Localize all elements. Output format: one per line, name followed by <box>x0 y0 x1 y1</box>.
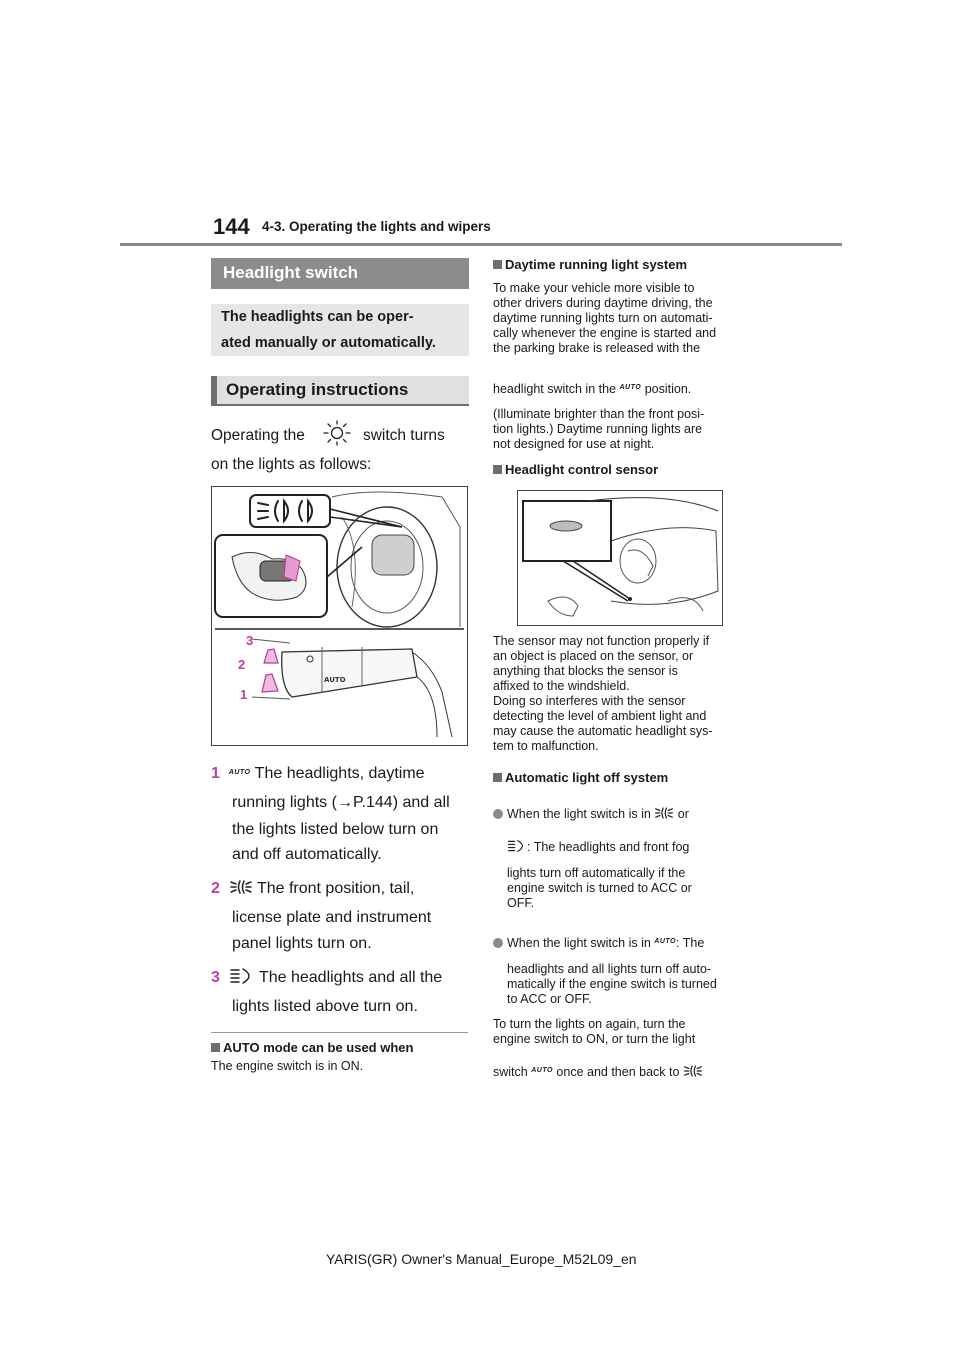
drl-line6-pre: headlight switch in the <box>493 382 616 396</box>
auto-icon: AUTO <box>531 1067 553 1074</box>
item-2-text-3: panel lights turn on. <box>232 935 372 952</box>
sensor-paragraph <box>493 634 713 754</box>
bullet-1-line: OFF. <box>507 896 535 910</box>
sensor-line: Doing so interferes with the sensor <box>493 694 686 708</box>
headlight-switch-sun-icon <box>321 420 353 446</box>
intro-line-2: on the lights as follows: <box>211 456 372 473</box>
item-1-text-2: running lights (→P.144) and all <box>232 794 450 811</box>
svg-text:AUTO: AUTO <box>324 676 346 684</box>
bullet-1-line: lights turn off automatically if the <box>507 866 686 880</box>
drl-heading-text: Daytime running light system <box>505 257 688 272</box>
page-number: 144 <box>213 214 250 239</box>
sensor-line: tem to malfunction. <box>493 739 599 753</box>
auto-mode-heading-text: AUTO mode can be used when <box>223 1040 414 1055</box>
sensor-line: The sensor may not function properly if <box>493 634 710 648</box>
drl-line: To make your vehicle more visible to <box>493 281 695 295</box>
headlight-icon <box>229 967 255 985</box>
header-rule <box>120 243 842 246</box>
sensor-illustration <box>517 490 723 626</box>
item-3-line-1 <box>211 963 442 993</box>
square-bullet-icon <box>493 773 502 782</box>
item-3-number: 3 <box>211 969 220 986</box>
bullet-2-pre: When the light switch is in <box>507 936 651 950</box>
round-bullet-icon <box>493 809 503 819</box>
sensor-heading-text: Headlight control sensor <box>505 462 659 477</box>
drl-line: daytime running lights turn on automati- <box>493 311 713 325</box>
auto-icon: AUTO <box>228 769 251 776</box>
item-3-text-2: lights listed above turn on. <box>232 998 418 1015</box>
drl-heading <box>493 257 687 272</box>
square-bullet-icon <box>493 260 502 269</box>
summary-line-1: The headlights can be oper- <box>221 309 414 325</box>
auto-off-heading <box>493 770 668 785</box>
sensor-line: affixed to the windshield. <box>493 679 630 693</box>
position-light-icon <box>229 879 253 895</box>
bullet-1-line: engine switch is turned to ACC or <box>507 881 692 895</box>
drl-line-6 <box>493 380 691 397</box>
drl2-line: (Illuminate brighter than the front posi- <box>493 407 705 421</box>
final-mid: once and then back to <box>556 1065 680 1079</box>
drl-line: other drivers during daytime driving, the <box>493 296 713 310</box>
item-2-text-1: The front position, tail, <box>256 880 415 897</box>
final-line: To turn the lights on again, turn the <box>493 1017 686 1031</box>
item-1-line-1 <box>211 758 425 789</box>
auto-icon: AUTO <box>654 938 677 945</box>
item-1-text-3: the lights listed below turn on <box>232 821 439 838</box>
section-title: 4-3. Operating the lights and wipers <box>262 219 491 234</box>
bullet-2-post: : The <box>676 936 705 950</box>
final-paragraph <box>493 1017 695 1047</box>
position-light-icon <box>683 1064 703 1078</box>
summary-box <box>211 304 469 356</box>
bullet-2-line: to ACC or OFF. <box>507 992 592 1006</box>
headlight-switch-illustration <box>211 486 468 746</box>
item-3-text-1: The headlights and all the <box>258 969 443 986</box>
switch-illustration-drawing <box>212 487 467 745</box>
drl-line: the parking brake is released with the <box>493 341 701 355</box>
item-1-number: 1 <box>211 765 220 782</box>
bullet-2-line: matically if the engine switch is turned <box>507 977 717 991</box>
intro-pre: Operating the <box>211 427 305 444</box>
drl2-line: tion lights.) Daytime running lights are <box>493 422 703 436</box>
drl-line: cally whenever the engine is started and <box>493 326 717 340</box>
auto-off-heading-text: Automatic light off system <box>505 770 669 785</box>
sensor-line: anything that blocks the sensor is <box>493 664 678 678</box>
footer-text: YARIS(GR) Owner's Manual_Europe_M52L09_en <box>326 1251 637 1267</box>
drl2-line: not designed for use at night. <box>493 437 655 451</box>
sensor-line: may cause the automatic headlight sys- <box>493 724 713 738</box>
bullet-2-line-1 <box>493 934 704 951</box>
headlight-icon <box>507 838 527 854</box>
sensor-line: detecting the level of ambient light and <box>493 709 707 723</box>
figure-callout-3: 3 <box>246 633 254 648</box>
sensor-heading <box>493 462 658 477</box>
drl-paragraph <box>493 281 716 356</box>
final-line: engine switch to ON, or turn the light <box>493 1032 696 1046</box>
item-2-text-2: license plate and instrument <box>232 909 432 926</box>
final-line-3 <box>493 1063 703 1080</box>
bullet-2-paragraph <box>507 962 717 1007</box>
auto-mode-heading <box>211 1040 413 1055</box>
bullet-1-pre: When the light switch is in <box>507 807 651 821</box>
drl-paragraph-2 <box>493 407 704 452</box>
item-1-text-4: and off automatically. <box>232 846 382 863</box>
auto-mode-text: The engine switch is in ON. <box>211 1059 364 1073</box>
auto-icon: AUTO <box>619 384 642 391</box>
figure-callout-1: 1 <box>240 687 248 702</box>
drl-line6-post: position. <box>644 382 692 396</box>
round-bullet-icon <box>493 938 503 948</box>
bullet-2-line: headlights and all lights turn off auto- <box>507 962 712 976</box>
left-divider <box>211 1032 468 1033</box>
bullet-1-or: or <box>677 807 689 821</box>
square-bullet-icon <box>493 465 502 474</box>
bullet-1-paragraph <box>507 866 692 911</box>
final-pre: switch <box>493 1065 528 1079</box>
sensor-line: an object is placed on the sensor, or <box>493 649 694 663</box>
heading-headlight-switch: Headlight switch <box>211 258 469 289</box>
summary-line-2: ated manually or automatically. <box>221 335 436 351</box>
intro-post: switch turns <box>362 427 445 444</box>
item-1-text-1: The headlights, daytime <box>254 765 425 782</box>
bullet-1-cont: : The headlights and front fog <box>527 840 690 854</box>
figure-callout-2: 2 <box>238 657 246 672</box>
square-bullet-icon <box>211 1043 220 1052</box>
bullet-1-line-2 <box>507 838 689 855</box>
item-2-line-1 <box>211 874 414 904</box>
heading-operating-instructions: Operating instructions <box>211 376 469 406</box>
position-light-icon <box>654 806 674 820</box>
bullet-1-line-1 <box>493 806 689 822</box>
item-2-number: 2 <box>211 880 220 897</box>
sensor-illustration-drawing <box>518 491 722 625</box>
